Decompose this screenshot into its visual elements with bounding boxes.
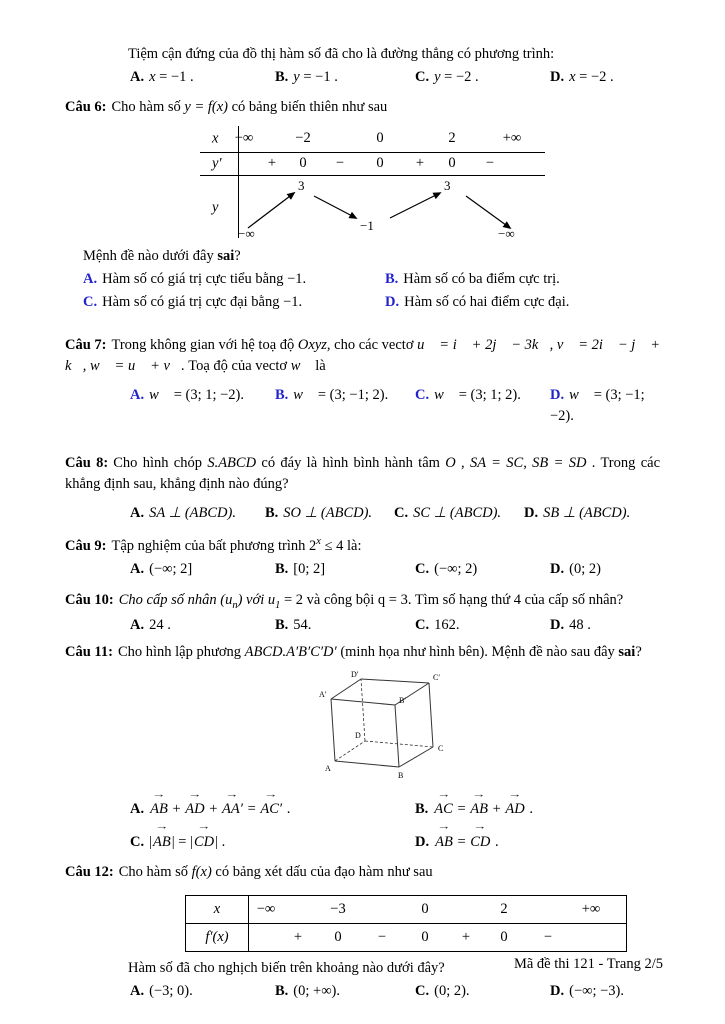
option-text: (−∞; 2) bbox=[434, 561, 478, 578]
q6-option-d bbox=[385, 292, 660, 313]
cube-label-B: B bbox=[398, 771, 404, 781]
x-value: +∞ bbox=[581, 901, 601, 918]
q7-options bbox=[65, 385, 660, 427]
fprime-row-label: f′(x) bbox=[205, 929, 229, 946]
q6-stem bbox=[65, 97, 660, 118]
variation-table-yprime-row bbox=[200, 153, 545, 176]
option-rest: = (3; −1; 2). bbox=[314, 387, 389, 404]
vector-AD: AD → bbox=[504, 797, 525, 822]
x-value: −∞ bbox=[234, 130, 254, 147]
option-label: C. bbox=[415, 617, 430, 634]
option-rest: = (3; 1; 2). bbox=[455, 387, 521, 404]
q10-option-a bbox=[130, 615, 275, 636]
y-min: −1 bbox=[360, 218, 374, 234]
cube-svg bbox=[313, 669, 463, 784]
variation-arrows bbox=[238, 176, 545, 240]
option-label: B. bbox=[275, 561, 289, 578]
q7-option-d bbox=[550, 385, 660, 427]
footer-text: Mã đề thi 121 - Trang 2/5 bbox=[513, 956, 663, 972]
q6-option-b bbox=[385, 269, 660, 290]
q11-s3: ? bbox=[635, 644, 642, 661]
q10-s2: ) với u bbox=[237, 592, 276, 609]
option-math-rest: = −1 . bbox=[299, 69, 338, 86]
q8-s2: có đáy là hình bình hành tâm bbox=[256, 455, 446, 472]
q6-question bbox=[65, 246, 660, 267]
option-label: C. bbox=[394, 505, 409, 522]
q12-question-text: Hàm số đã cho nghịch biến trên khoảng nào dưới đây? bbox=[128, 960, 445, 977]
q12-option-b bbox=[275, 981, 415, 1002]
option-vector: w⃗ bbox=[569, 387, 591, 404]
x-value: 2 bbox=[500, 901, 508, 918]
sign: 0 bbox=[500, 929, 508, 946]
op: = bbox=[453, 833, 470, 850]
option-text: 162. bbox=[434, 617, 460, 634]
cube-edge-AB bbox=[335, 761, 399, 767]
op: + bbox=[488, 801, 505, 818]
option-label: A. bbox=[130, 387, 145, 404]
y-limit-left: −∞ bbox=[238, 226, 255, 241]
q10-options bbox=[65, 615, 660, 636]
option-text: 54. bbox=[293, 617, 312, 634]
q5-option-a bbox=[130, 67, 275, 88]
x-value: 2 bbox=[448, 130, 456, 147]
q7-math-2: v⃗ = 2i⃗ − j⃗ + k⃗, bbox=[65, 337, 661, 375]
q5-option-c bbox=[415, 67, 550, 88]
q8-label: Câu 8: bbox=[65, 455, 109, 472]
q12-option-c bbox=[415, 981, 550, 1002]
q8-option-d bbox=[524, 503, 660, 524]
cube-edge-BB2 bbox=[395, 705, 399, 767]
cube-label-D2: D′ bbox=[351, 670, 359, 680]
vector-AA2: AA′ → bbox=[221, 797, 244, 822]
q11-s1: Cho hình lập phương bbox=[117, 644, 245, 661]
x-value: 0 bbox=[421, 901, 429, 918]
option-rest: = (3; 1; −2). bbox=[170, 387, 245, 404]
option-math: SC ⊥ (ABCD). bbox=[413, 505, 502, 522]
option-label: C. bbox=[415, 561, 430, 578]
option-label: C. bbox=[415, 69, 430, 86]
option-text: 24 . bbox=[149, 617, 171, 634]
q12-options bbox=[65, 981, 660, 1002]
q10-stem bbox=[65, 590, 660, 613]
q11-s2: (minh họa như hình bên). Mệnh đề nào sau đây bbox=[336, 644, 619, 661]
sign: 0 bbox=[334, 929, 342, 946]
option-vector: w⃗ bbox=[434, 387, 456, 404]
q12-option-a bbox=[130, 981, 275, 1002]
q11-bold: sai bbox=[618, 644, 636, 661]
option-vector: w⃗ bbox=[149, 387, 171, 404]
option-rest: = (3; −1; −2). bbox=[550, 387, 645, 425]
option-text: (0; 2) bbox=[569, 561, 601, 578]
q8-option-b bbox=[265, 503, 394, 524]
y-max-2: 3 bbox=[444, 178, 451, 194]
option-label: D. bbox=[550, 561, 565, 578]
option-label: B. bbox=[275, 983, 289, 1000]
cube-label-C2: C′ bbox=[433, 673, 441, 683]
y-row-label: y bbox=[212, 199, 219, 216]
q11-label: Câu 11: bbox=[65, 644, 113, 661]
variation-table-y-row bbox=[200, 176, 545, 240]
op: = bbox=[453, 801, 470, 818]
q5-option-b bbox=[275, 67, 415, 88]
yprime-sign: 0 bbox=[376, 155, 384, 172]
option-label: A. bbox=[130, 561, 145, 578]
op: . bbox=[491, 833, 499, 850]
option-label: D. bbox=[550, 387, 565, 404]
vector-AC2: AC′ → bbox=[259, 797, 283, 822]
option-math-rest: = −2 . bbox=[575, 69, 614, 86]
x-value: +∞ bbox=[502, 130, 522, 147]
q10-option-c bbox=[415, 615, 550, 636]
vector-AC: AC → bbox=[433, 797, 454, 822]
y-max-1: 3 bbox=[298, 178, 305, 194]
q11-option-d bbox=[415, 830, 660, 855]
option-label: C. bbox=[415, 983, 430, 1000]
option-label: D. bbox=[385, 294, 400, 311]
option-label: A. bbox=[83, 271, 98, 288]
q8-stem bbox=[65, 453, 660, 495]
q9-label: Câu 9: bbox=[65, 538, 107, 555]
q12-s1: Cho hàm số bbox=[118, 864, 192, 881]
cube-label-B2: B′ bbox=[399, 696, 407, 706]
q8-math-3: SA = SC, SB = SD bbox=[470, 455, 587, 472]
vector-AB: AB → bbox=[149, 797, 169, 822]
x-row-label: x bbox=[213, 901, 221, 918]
op: + bbox=[205, 801, 222, 818]
sign: + bbox=[293, 929, 303, 946]
option-label: D. bbox=[550, 69, 565, 86]
q5-options bbox=[65, 67, 660, 88]
option-math: SA ⊥ (ABCD). bbox=[149, 505, 236, 522]
yprime-sign: − bbox=[485, 155, 495, 172]
q7-w: w⃗ bbox=[290, 358, 312, 375]
option-text: (0; +∞). bbox=[293, 983, 340, 1000]
option-text: [0; 2] bbox=[293, 561, 326, 578]
q9-options bbox=[65, 559, 660, 580]
q6-intro-math: y = f(x) bbox=[184, 99, 228, 116]
op: . bbox=[525, 801, 534, 818]
q11-options bbox=[65, 797, 660, 854]
option-label: B. bbox=[265, 505, 279, 522]
q10-sub-n: n bbox=[232, 599, 238, 611]
q8-math-1: S.ABCD bbox=[207, 455, 257, 472]
cube-edge-C2D2 bbox=[361, 679, 429, 683]
option-math-var: x bbox=[569, 69, 576, 86]
q9-option-b bbox=[275, 559, 415, 580]
x-value: 0 bbox=[376, 130, 384, 147]
option-text: Hàm số có giá trị cực đại bằng −1. bbox=[102, 294, 303, 311]
q7-math-1: u⃗ = i⃗ + 2j⃗ − 3k⃗, bbox=[417, 337, 554, 354]
q7-mid: cho các vectơ bbox=[330, 337, 418, 354]
vector-CD: CD → bbox=[469, 830, 491, 855]
arrow-down-2 bbox=[466, 196, 510, 228]
vector-AB: AB → bbox=[152, 830, 172, 855]
q9-option-c bbox=[415, 559, 550, 580]
abs-bar: | bbox=[149, 833, 153, 850]
sign-table-x-row bbox=[186, 896, 626, 924]
option-label: B. bbox=[385, 271, 399, 288]
q5-option-d bbox=[550, 67, 660, 88]
cube-edge-CC2 bbox=[429, 683, 433, 747]
option-label: A. bbox=[130, 617, 145, 634]
q8-s4: . Trong các khẳng định sau, khẳng định nào đúng? bbox=[65, 455, 661, 493]
q10-option-d bbox=[550, 615, 660, 636]
q11-math: ABCD.A′B′C′D′ bbox=[244, 644, 337, 661]
q8-s3: , bbox=[455, 455, 471, 472]
x-value: −3 bbox=[330, 901, 346, 918]
q7-pre: Trong không gian với hệ toạ độ bbox=[111, 337, 298, 354]
y-limit-right: −∞ bbox=[498, 226, 515, 241]
q9-option-d bbox=[550, 559, 660, 580]
option-text: Hàm số có hai điểm cực đại. bbox=[404, 294, 570, 311]
option-label: B. bbox=[275, 69, 289, 86]
q9-option-a bbox=[130, 559, 275, 580]
q9-s2: ≤ 4 là: bbox=[320, 538, 362, 555]
q12-label: Câu 12: bbox=[65, 864, 114, 881]
cube-edge-AA2 bbox=[331, 699, 335, 761]
cube-label-A2: A′ bbox=[319, 690, 327, 700]
option-label: A. bbox=[130, 983, 145, 1000]
sign: + bbox=[461, 929, 471, 946]
q8-options bbox=[65, 503, 660, 524]
option-text: Hàm số có ba điểm cực trị. bbox=[403, 271, 560, 288]
q5-prompt-text: Tiệm cận đứng của đồ thị hàm số đã cho là đường thẳng có phương trình: bbox=[128, 46, 555, 62]
option-text: Hàm số có giá trị cực tiểu bằng −1. bbox=[102, 271, 307, 288]
arrow-down-1 bbox=[314, 196, 356, 218]
cube-label-C: C bbox=[438, 744, 444, 754]
q7-option-b bbox=[275, 385, 415, 427]
option-math-var: y bbox=[434, 69, 441, 86]
sign-table bbox=[185, 895, 627, 952]
yprime-sign: + bbox=[267, 155, 277, 172]
op: . bbox=[283, 801, 291, 818]
q6-question-post: ? bbox=[234, 248, 241, 265]
q6-option-a bbox=[83, 269, 385, 290]
q7-oxyz: Oxyz, bbox=[297, 337, 331, 354]
q12-s2: có bảng xét dấu của đạo hàm như sau bbox=[211, 864, 433, 881]
vector-AB: AB → bbox=[434, 830, 454, 855]
q10-sub-1: 1 bbox=[275, 599, 281, 611]
q8-s1: Cho hình chóp bbox=[113, 455, 208, 472]
q7-option-c bbox=[415, 385, 550, 427]
cube-label-D: D bbox=[355, 731, 361, 741]
op: + bbox=[168, 801, 185, 818]
q6-options bbox=[65, 269, 660, 313]
x-value: −2 bbox=[295, 130, 311, 147]
vector-AD: AD → bbox=[184, 797, 205, 822]
q9-exponent: x bbox=[316, 536, 321, 548]
option-math: SO ⊥ (ABCD). bbox=[283, 505, 373, 522]
option-text: (−∞; 2] bbox=[149, 561, 193, 578]
vector-AB: AB → bbox=[469, 797, 489, 822]
q6-label: Câu 6: bbox=[65, 99, 107, 116]
q9-s1: Tập nghiệm của bất phương trình 2 bbox=[111, 538, 317, 555]
option-math-var: y bbox=[293, 69, 300, 86]
option-text: (0; 2). bbox=[434, 983, 470, 1000]
option-label: C. bbox=[130, 833, 145, 850]
yprime-sign: 0 bbox=[299, 155, 307, 172]
option-label: B. bbox=[275, 617, 289, 634]
q6-intro-pre: Cho hàm số bbox=[111, 99, 185, 116]
sign-table-fprime-row bbox=[186, 924, 626, 951]
yprime-row-label: y′ bbox=[212, 155, 222, 172]
q7-math-3: w⃗ = u⃗ + v⃗. bbox=[86, 358, 185, 375]
sign: − bbox=[377, 929, 387, 946]
q8-math-2: O bbox=[445, 455, 456, 472]
q6-option-c bbox=[83, 292, 385, 313]
option-vector: w⃗ bbox=[293, 387, 315, 404]
q11-option-c bbox=[130, 830, 415, 855]
option-label: C. bbox=[83, 294, 98, 311]
option-text: (−∞; −3). bbox=[569, 983, 624, 1000]
q7-post: Toạ độ của vectơ bbox=[184, 358, 291, 375]
cube-figure bbox=[313, 669, 463, 791]
vector-CD: CD → bbox=[193, 830, 215, 855]
q8-option-a bbox=[130, 503, 265, 524]
option-math: SB ⊥ (ABCD). bbox=[543, 505, 631, 522]
q7-end: là bbox=[311, 358, 326, 375]
option-math-rest: = −1 . bbox=[155, 69, 194, 86]
option-label: A. bbox=[130, 505, 145, 522]
option-text: (−3; 0). bbox=[149, 983, 193, 1000]
variation-table bbox=[200, 126, 545, 241]
q11-stem bbox=[65, 642, 660, 663]
cube-label-A: A bbox=[325, 764, 331, 774]
q7-label: Câu 7: bbox=[65, 337, 107, 354]
option-label: D. bbox=[415, 833, 430, 850]
cube-edge-DD2-hidden bbox=[361, 679, 365, 741]
arrow-up-2 bbox=[390, 193, 440, 218]
option-label: A. bbox=[130, 69, 145, 86]
q10-s3: = 2 và công bội q = 3. Tìm số hạng thứ 4 của cấp số nhân? bbox=[280, 592, 624, 609]
option-label: A. bbox=[130, 801, 145, 818]
option-text: 48 . bbox=[569, 617, 591, 634]
q11-option-a bbox=[130, 797, 415, 822]
option-math-rest: = −2 . bbox=[440, 69, 479, 86]
q12-math: f(x) bbox=[191, 864, 212, 881]
option-math-var: x bbox=[149, 69, 156, 86]
option-label: C. bbox=[415, 387, 430, 404]
sign: 0 bbox=[421, 929, 429, 946]
arrow-up-1 bbox=[248, 193, 294, 228]
cube-edge-DC-hidden bbox=[365, 741, 433, 747]
q6-intro-post: có bảng biến thiên như sau bbox=[228, 99, 388, 116]
q5-prompt bbox=[65, 44, 660, 65]
option-label: D. bbox=[550, 617, 565, 634]
op: = bbox=[243, 801, 260, 818]
q6-question-bold: sai bbox=[217, 248, 235, 265]
yprime-sign: − bbox=[335, 155, 345, 172]
x-value: −∞ bbox=[256, 901, 276, 918]
q8-option-c bbox=[394, 503, 524, 524]
q12-stem bbox=[65, 862, 660, 883]
x-row-label: x bbox=[212, 130, 219, 147]
q12-option-d bbox=[550, 981, 660, 1002]
cube-edge-BC bbox=[399, 747, 433, 767]
yprime-sign: 0 bbox=[448, 155, 456, 172]
option-label: B. bbox=[275, 387, 289, 404]
variation-table-x-row bbox=[200, 126, 545, 153]
option-label: B. bbox=[415, 801, 429, 818]
q10-label: Câu 10: bbox=[65, 592, 114, 609]
abs-bar: | . bbox=[215, 833, 226, 850]
yprime-sign: + bbox=[415, 155, 425, 172]
q9-stem bbox=[65, 534, 660, 557]
cube-edge-AD-hidden bbox=[335, 741, 365, 761]
option-label: D. bbox=[524, 505, 539, 522]
cube-edge-D2A2 bbox=[331, 679, 361, 699]
q6-question-pre: Mệnh đề nào dưới đây bbox=[83, 248, 218, 265]
q7-option-a bbox=[130, 385, 275, 427]
q10-option-b bbox=[275, 615, 415, 636]
q10-s1: Cho cấp số nhân (u bbox=[118, 592, 233, 609]
page-footer bbox=[514, 954, 663, 975]
abs-bar: | = | bbox=[171, 833, 193, 850]
sign: − bbox=[543, 929, 553, 946]
q7-stem bbox=[65, 335, 660, 377]
option-label: D. bbox=[550, 983, 565, 1000]
q11-option-b bbox=[415, 797, 660, 822]
